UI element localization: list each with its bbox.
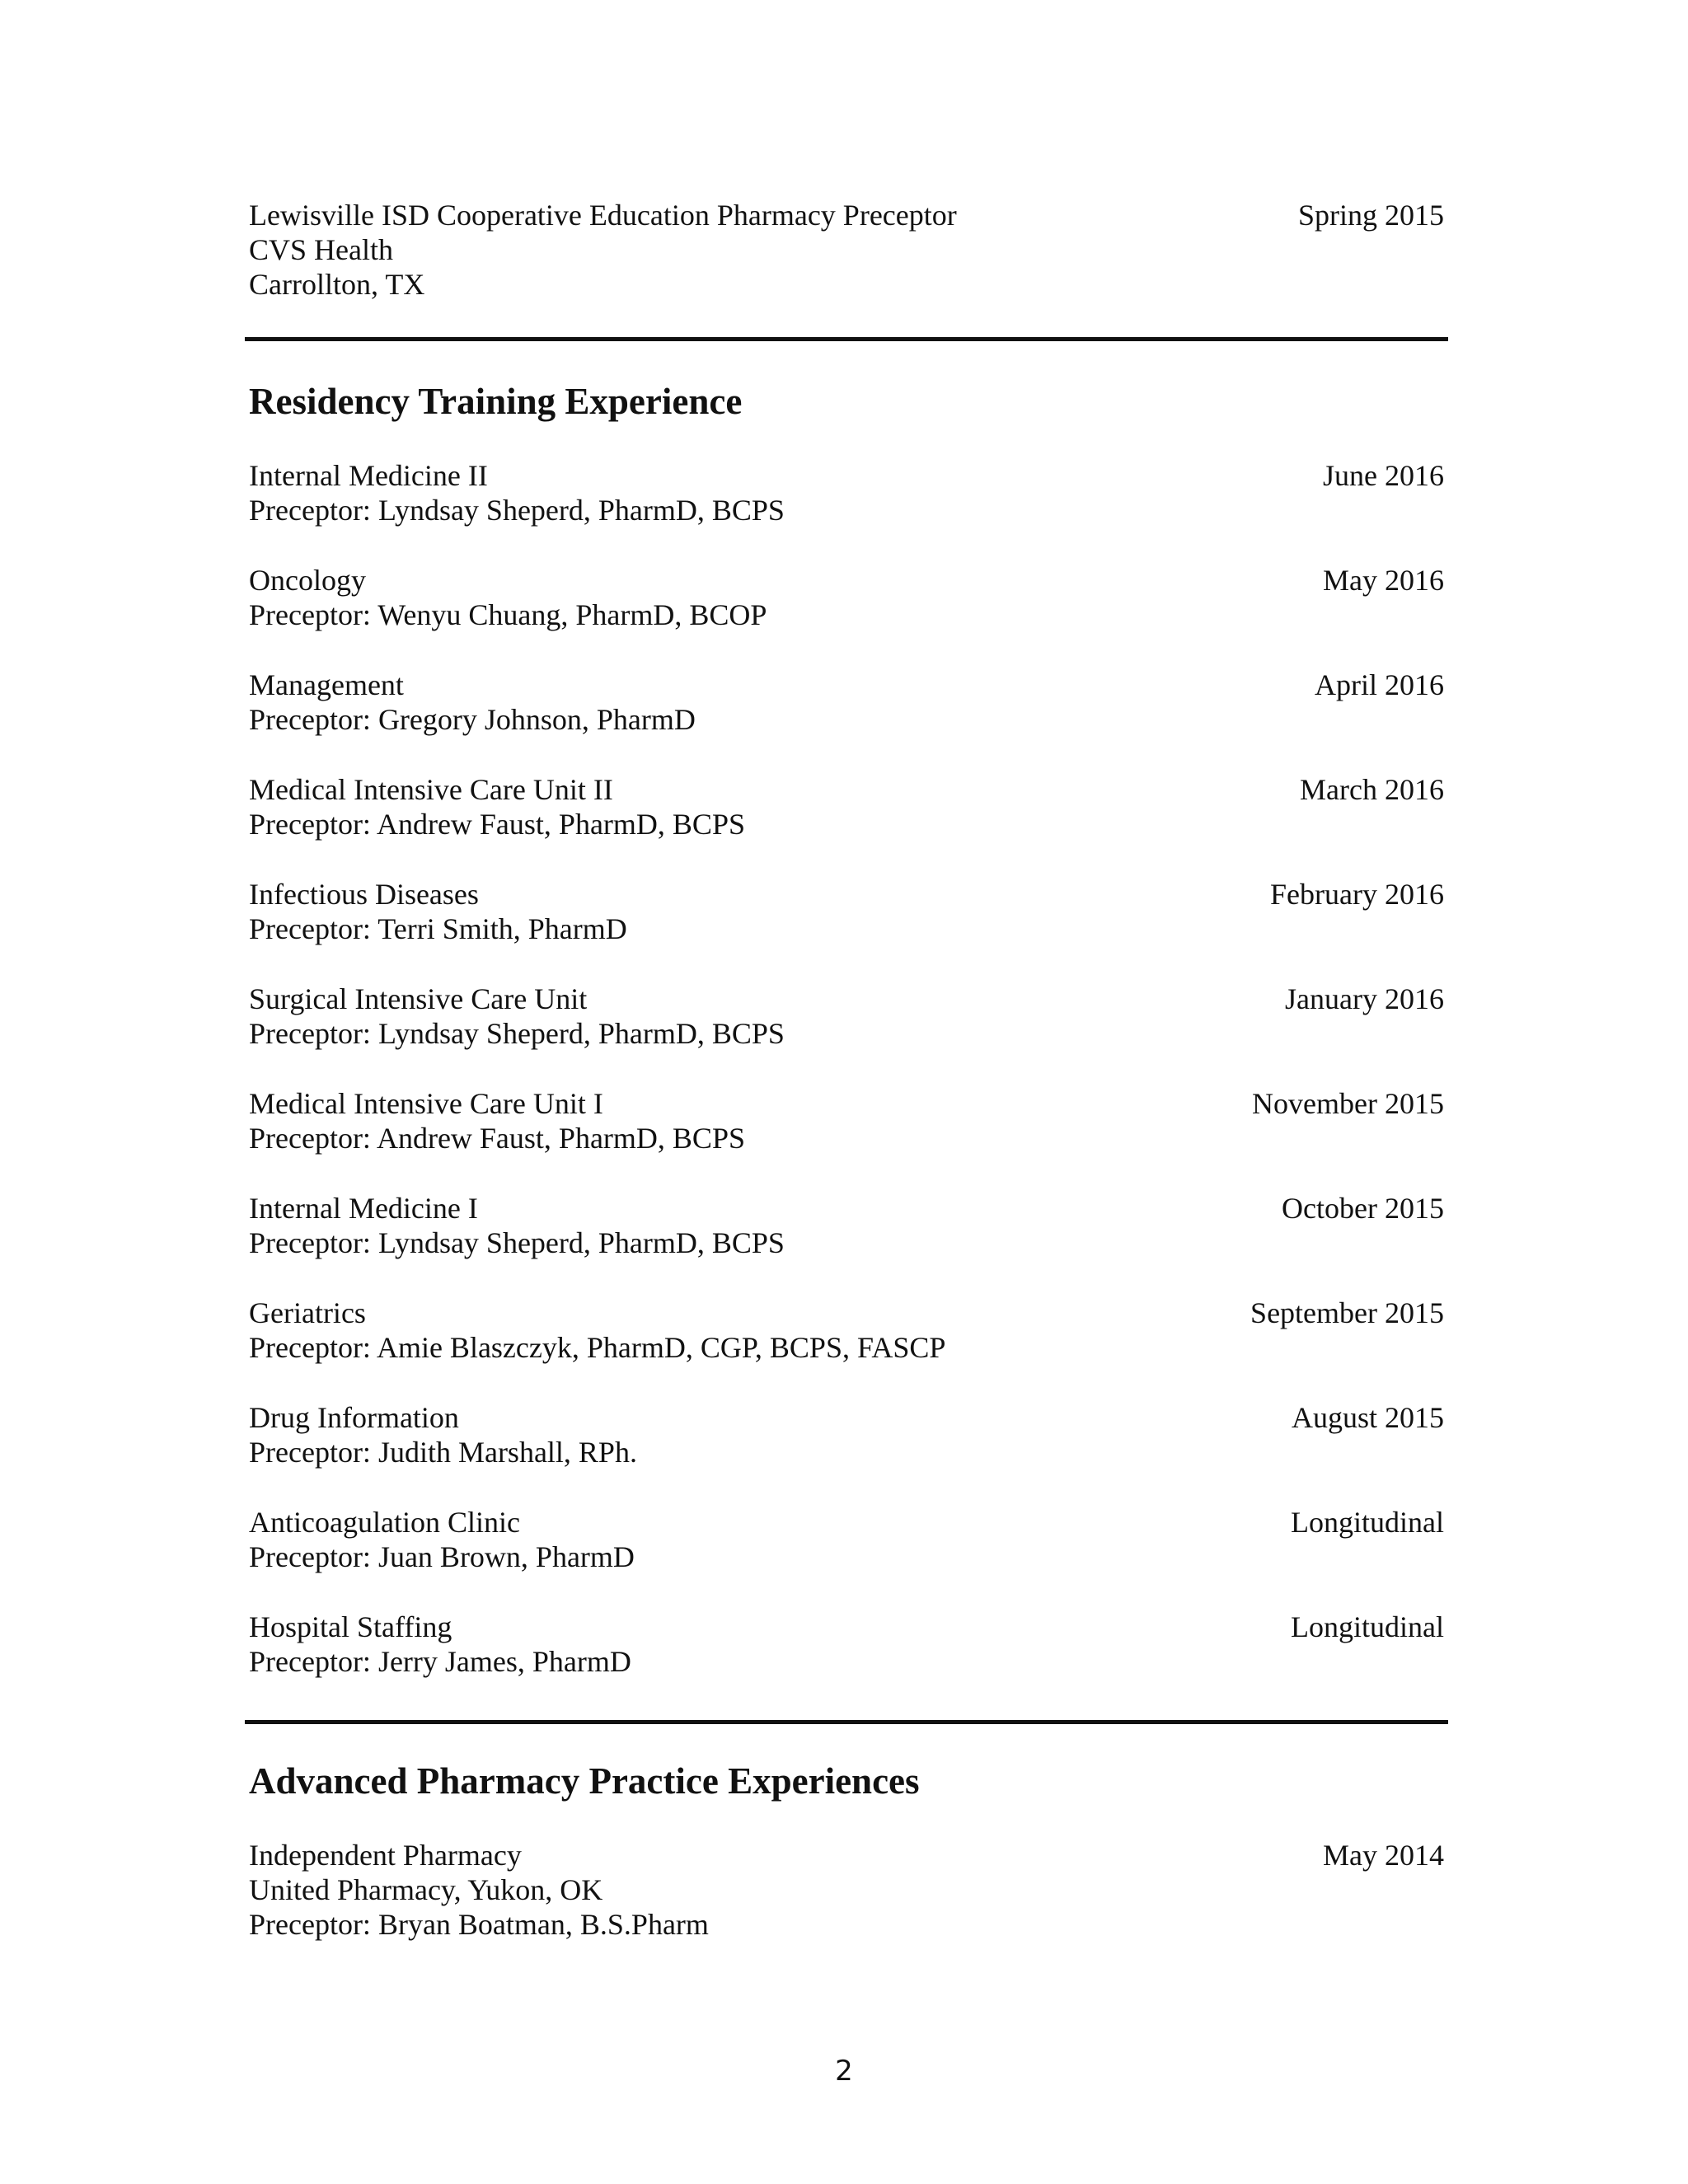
rotation-title: Oncology [249, 564, 366, 597]
residency-entry [249, 1400, 1444, 1469]
page-number: 2 [835, 2055, 853, 2088]
rotation-preceptor: Preceptor: Gregory Johnson, PharmD [249, 703, 696, 736]
rotation-preceptor: Preceptor: Andrew Faust, PharmD, BCPS [249, 808, 745, 841]
section-heading-residency: Residency Training Experience [249, 381, 743, 422]
section-divider [245, 1720, 1448, 1724]
rotation-date: June 2016 [1323, 459, 1444, 492]
rotation-title: Drug Information [249, 1401, 459, 1434]
appe-date: May 2014 [1323, 1839, 1444, 1872]
rotation-preceptor: Preceptor: Amie Blaszczyk, PharmD, CGP, BCPS, FASCP [249, 1331, 946, 1364]
rotation-title: Anticoagulation Clinic [249, 1506, 520, 1539]
rotation-preceptor: Preceptor: Jerry James, PharmD [249, 1645, 631, 1678]
rotation-preceptor: Preceptor: Lyndsay Sheperd, PharmD, BCPS [249, 494, 785, 527]
residency-entry [249, 668, 1444, 737]
rotation-title: Internal Medicine II [249, 459, 488, 492]
residency-entry [249, 1610, 1444, 1679]
rotation-date: Longitudinal [1291, 1506, 1444, 1539]
rotation-preceptor: Preceptor: Andrew Faust, PharmD, BCPS [249, 1122, 745, 1155]
rotation-title: Medical Intensive Care Unit I [249, 1087, 603, 1120]
residency-entry [249, 1296, 1444, 1365]
rotation-preceptor: Preceptor: Judith Marshall, RPh. [249, 1436, 637, 1469]
rotation-date: September 2015 [1250, 1296, 1444, 1329]
appe-preceptor: Preceptor: Bryan Boatman, B.S.Pharm [249, 1908, 709, 1941]
rotation-date: May 2016 [1323, 564, 1444, 597]
rotation-preceptor: Preceptor: Terri Smith, PharmD [249, 912, 627, 945]
rotation-title: Surgical Intensive Care Unit [249, 982, 588, 1015]
residency-entry [249, 1505, 1444, 1574]
rotation-date: November 2015 [1252, 1087, 1444, 1120]
residency-entry [249, 458, 1444, 527]
rotation-date: August 2015 [1291, 1401, 1444, 1434]
residency-entry [249, 772, 1444, 841]
rotation-title: Management [249, 668, 404, 701]
rotation-date: February 2016 [1270, 878, 1444, 911]
entry-title: Lewisville ISD Cooperative Education Pharmacy Preceptor [249, 199, 957, 232]
rotation-preceptor: Preceptor: Lyndsay Sheperd, PharmD, BCPS [249, 1017, 785, 1050]
residency-entry [249, 1086, 1444, 1155]
appe-entry [249, 1838, 1444, 1942]
entry-organization: CVS Health [249, 233, 393, 266]
rotation-preceptor: Preceptor: Juan Brown, PharmD [249, 1540, 635, 1573]
rotation-date: April 2016 [1315, 668, 1444, 701]
rotation-preceptor: Preceptor: Lyndsay Sheperd, PharmD, BCPS [249, 1226, 785, 1259]
rotation-title: Hospital Staffing [249, 1610, 452, 1643]
residency-entry [249, 982, 1444, 1051]
rotation-title: Geriatrics [249, 1296, 366, 1329]
appe-location: United Pharmacy, Yukon, OK [249, 1873, 603, 1906]
section-divider [245, 337, 1448, 341]
appe-title: Independent Pharmacy [249, 1839, 522, 1872]
residency-entry [249, 877, 1444, 946]
section-heading-appe: Advanced Pharmacy Practice Experiences [249, 1760, 920, 1802]
residency-entry [249, 563, 1444, 632]
rotation-title: Infectious Diseases [249, 878, 479, 911]
residency-entry [249, 1191, 1444, 1260]
rotation-date: Longitudinal [1291, 1610, 1444, 1643]
rotation-date: January 2016 [1285, 982, 1444, 1015]
rotation-preceptor: Preceptor: Wenyu Chuang, PharmD, BCOP [249, 598, 767, 631]
entry-location: Carrollton, TX [249, 268, 425, 301]
rotation-date: March 2016 [1300, 773, 1444, 806]
rotation-date: October 2015 [1282, 1192, 1444, 1225]
entry-date: Spring 2015 [1297, 199, 1444, 232]
rotation-title: Medical Intensive Care Unit II [249, 773, 613, 806]
rotation-title: Internal Medicine I [249, 1192, 478, 1225]
preceptor-entry [249, 198, 1444, 302]
